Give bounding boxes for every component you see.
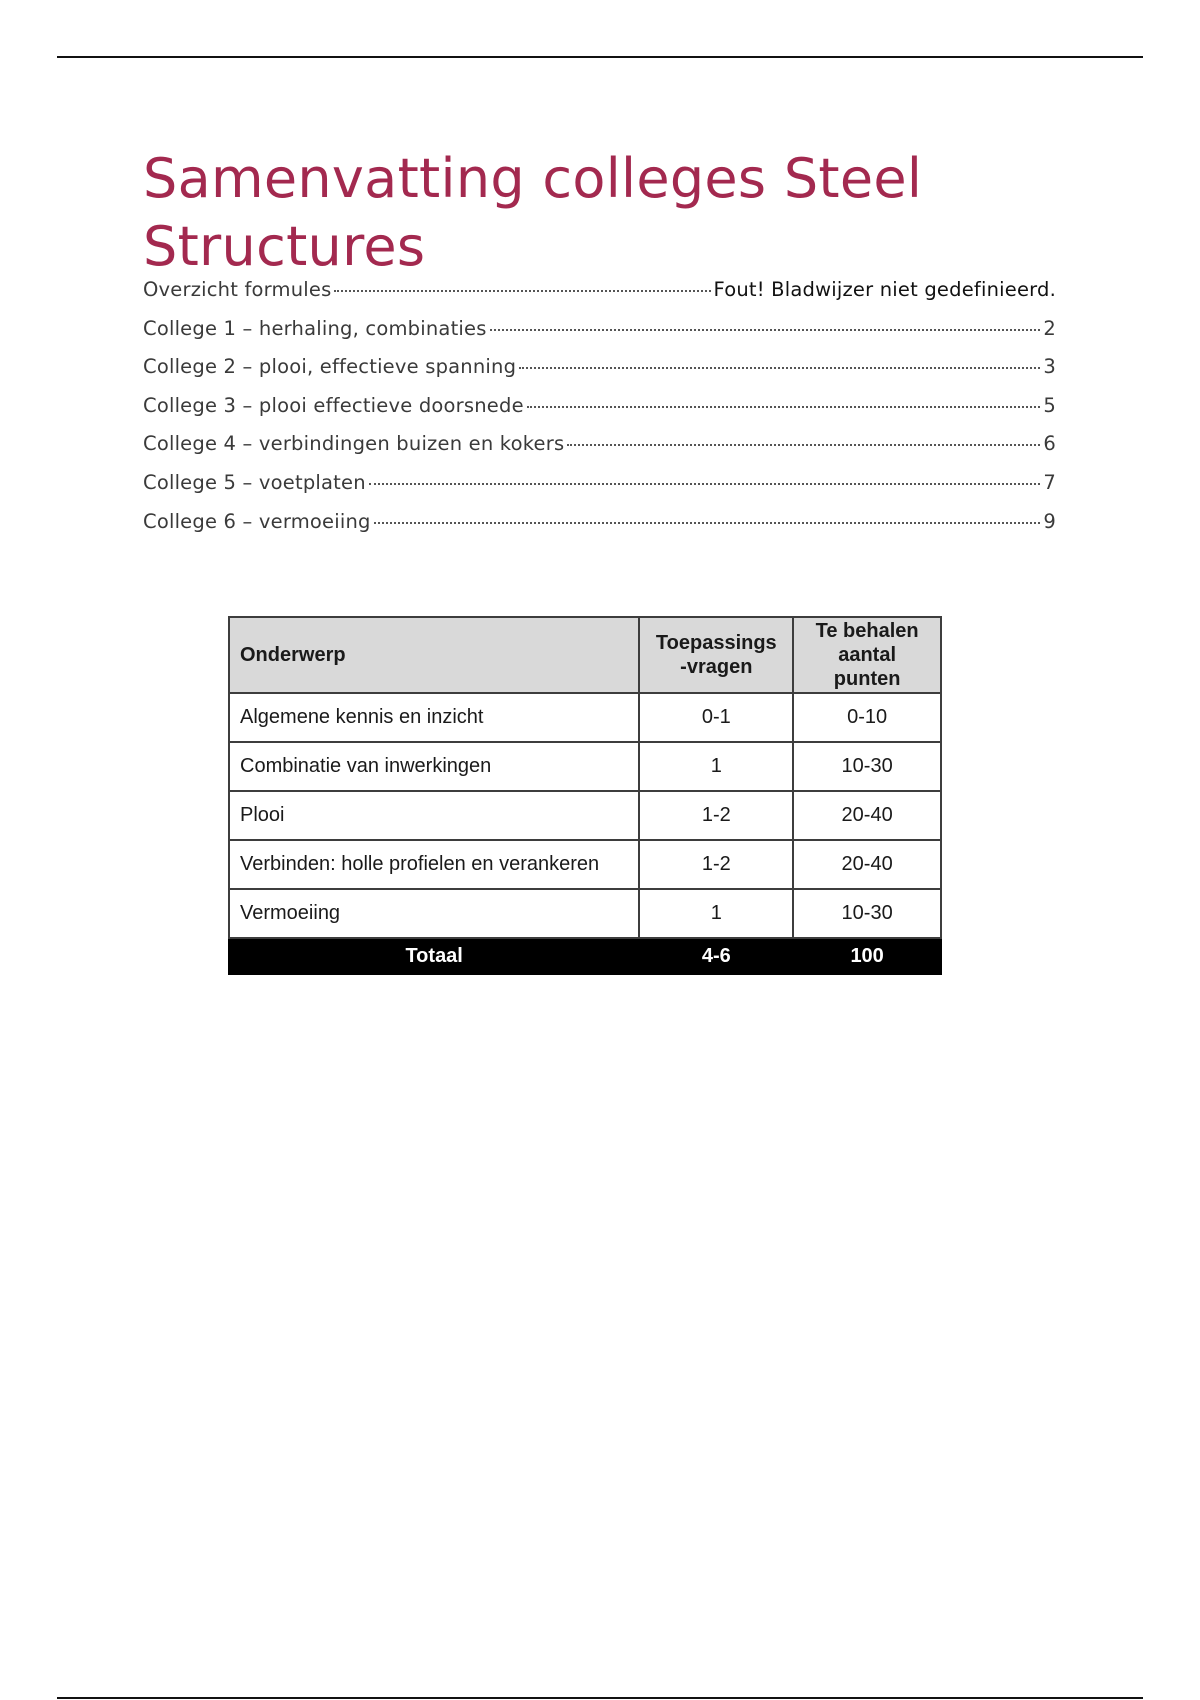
toc-dot-leader: [527, 406, 1041, 408]
toc-entry-college-2[interactable]: [143, 355, 1056, 394]
cell-punten: 0-10: [793, 693, 941, 742]
toc-label: Overzicht formules: [143, 278, 332, 301]
toc-page-number: 9: [1043, 509, 1056, 533]
toc-entry-college-4[interactable]: [143, 432, 1056, 471]
table-total-row: [229, 938, 941, 974]
toc-dot-leader: [334, 290, 710, 292]
toc-label: College 3 – plooi effectieve doorsnede: [143, 393, 524, 417]
cell-onderwerp: Algemene kennis en inzicht: [229, 693, 639, 742]
table-header-row: [229, 617, 941, 693]
toc-label: College 4 – verbindingen buizen en kokers: [143, 432, 565, 456]
cell-onderwerp: Vermoeiing: [229, 889, 639, 938]
toc-page-error: Fout! Bladwijzer niet gedefinieerd.: [713, 278, 1056, 301]
toc-label: College 1 – herhaling, combinaties: [143, 316, 487, 340]
cell-punten: 10-30: [793, 742, 941, 791]
toc-label: College 5 – voetplaten: [143, 470, 366, 494]
table-row: [229, 889, 941, 938]
toc-dot-leader: [567, 444, 1040, 446]
cell-vragen: 1-2: [639, 791, 793, 840]
cell-punten: 20-40: [793, 840, 941, 889]
toc-entry-college-1[interactable]: [143, 317, 1056, 356]
cell-punten: 20-40: [793, 791, 941, 840]
cell-vragen: 1: [639, 742, 793, 791]
total-label: Totaal: [229, 938, 639, 974]
cell-onderwerp: Combinatie van inwerkingen: [229, 742, 639, 791]
cell-vragen: 1: [639, 889, 793, 938]
toc-dot-leader: [490, 329, 1041, 331]
toc-entry-college-6[interactable]: [143, 510, 1056, 549]
cell-onderwerp: Verbinden: holle profielen en verankeren: [229, 840, 639, 889]
toc-dot-leader: [374, 522, 1041, 524]
cell-vragen: 0-1: [639, 693, 793, 742]
toc-page-number: 3: [1043, 355, 1056, 379]
document-title: Samenvatting colleges Steel Structures: [143, 147, 923, 278]
toc-page-number: 5: [1043, 393, 1056, 417]
footer-rule: [57, 1697, 1143, 1699]
cell-punten: 10-30: [793, 889, 941, 938]
toc-label: College 2 – plooi, effectieve spanning: [143, 355, 517, 379]
table-row: [229, 742, 941, 791]
toc-dot-leader: [369, 483, 1041, 485]
table-row: [229, 840, 941, 889]
toc-label: College 6 – vermoeiing: [143, 509, 371, 533]
toc-entry-college-5[interactable]: [143, 471, 1056, 510]
table-row: [229, 693, 941, 742]
exam-points-table: [228, 616, 942, 975]
total-vragen: 4-6: [639, 938, 793, 974]
table-row: [229, 791, 941, 840]
header-toepassingsvragen: Toepassings -vragen: [639, 617, 793, 693]
cell-vragen: 1-2: [639, 840, 793, 889]
header-punten: Te behalen aantal punten: [793, 617, 941, 693]
header-onderwerp: Onderwerp: [229, 617, 639, 693]
toc-page-number: 7: [1043, 470, 1056, 494]
cell-onderwerp: Plooi: [229, 791, 639, 840]
total-punten: 100: [793, 938, 941, 974]
toc-entry-college-3[interactable]: [143, 394, 1056, 433]
table-of-contents: [143, 278, 1056, 548]
header-rule: [57, 56, 1143, 58]
toc-entry-overzicht-formules[interactable]: [143, 278, 1056, 317]
toc-page-number: 6: [1043, 432, 1056, 456]
toc-dot-leader: [519, 367, 1040, 369]
toc-page-number: 2: [1043, 316, 1056, 340]
